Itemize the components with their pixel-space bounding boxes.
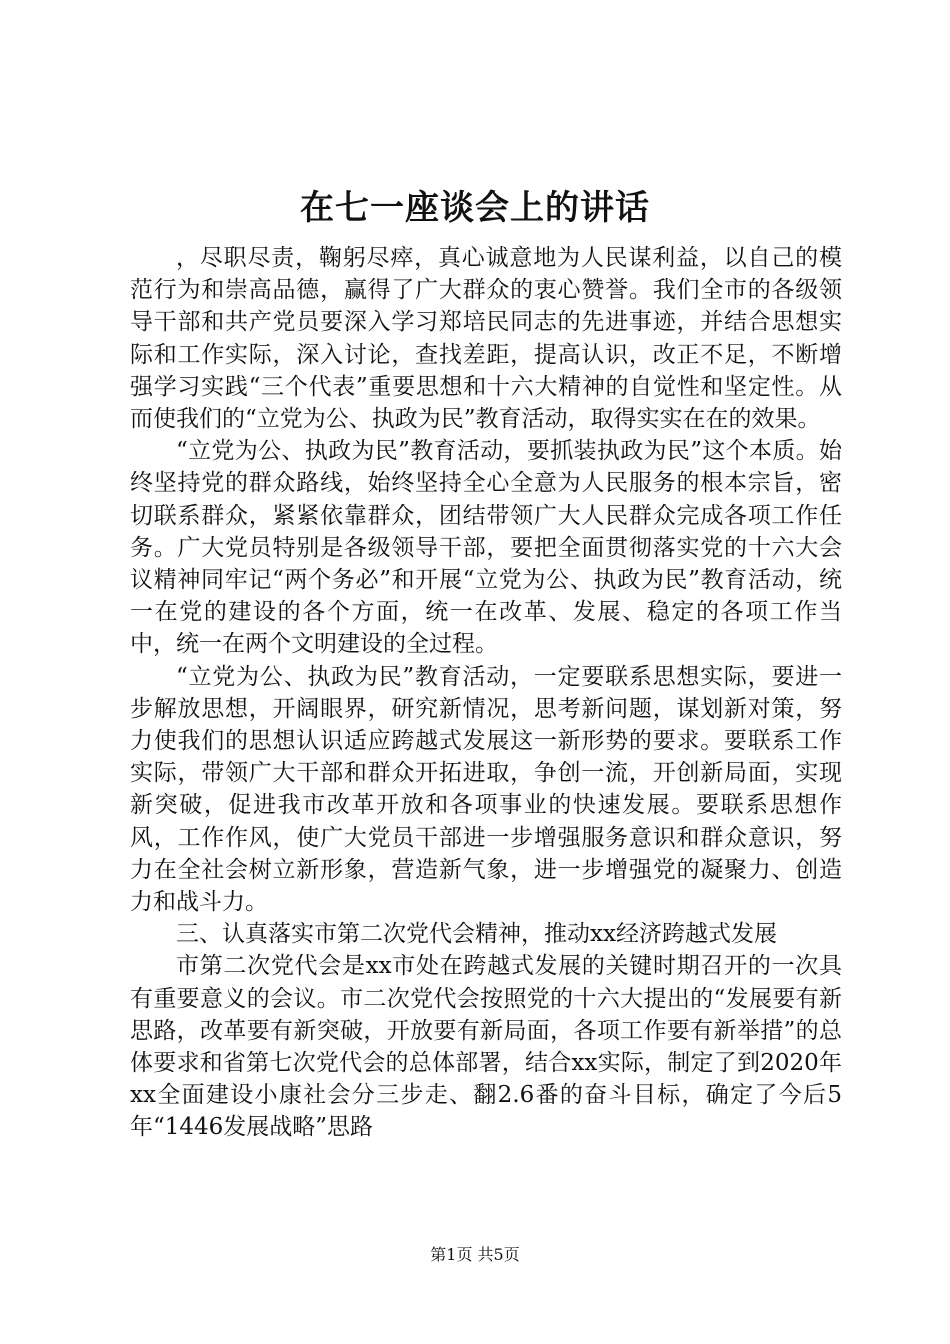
paragraph-3: “立党为公、执政为民”教育活动，一定要联系思想实际，要进一步解放思想，开阔眼界，研究新情况，思考新问题，谋划新对策，努力使我们的思想认识适应跨越式发展这一新形势的要求。要联系工作实际，带领广大干部和群众开拓进取，争创一流，开创新局面，实现新突破，促进我市改革开放和各项事业的快速发展。要联系思想作风，工作作风，使广大党员干部进一步增强服务意识和群众意识，努力在全社会树立新形象，营造新气象，进一步增强党的凝聚力、创造力和战斗力。: [130, 663, 842, 916]
section-heading: 三、认真落实市第二次党代会精神，推动xx经济跨越式发展: [176, 921, 777, 948]
paragraph-1: ，尽职尽责，鞠躬尽瘁，真心诚意地为人民谋利益，以自己的模范行为和崇高品德，赢得了广大群众的衷心赞誉。我们全市的各级领导干部和共产党员要深入学习郑培民同志的先进事迹，并结合思想实际和工作实际，深入讨论，查找差距，提高认识，改正不足，不断增强学习实践“三个代表”重要思想和十六大精神的自觉性和坚定性。从而使我们的“立党为公、执政为民”教育活动，取得实实在在的效果。: [130, 245, 842, 433]
page-title: 在七一座谈会上的讲话: [300, 188, 650, 228]
page-footer: 第1页 共5页: [430, 1245, 520, 1264]
paragraph-4: 市第二次党代会是xx市处在跨越式发展的关键时期召开的一次具有重要意义的会议。市二次党代会按照党的十六大提出的“发展要有新思路，改革要有新突破，开放要有新局面，各项工作要有新举措”的总体要求和省第七次党代会的总体部署，结合xx实际，制定了到2020年xx全面建设小康社会分三步走、翻2.6番的奋斗目标，确定了今后5年“1446发展战略”思路: [130, 953, 842, 1141]
document-body: [130, 242, 842, 1144]
paragraph-2: “立党为公、执政为民”教育活动，要抓装执政为民”这个本质。始终坚持党的群众路线，始终坚持全心全意为人民服务的根本宗旨，密切联系群众，紧紧依靠群众，团结带领广大人民群众完成各项工作任务。广大党员特别是各级领导干部，要把全面贯彻落实党的十六大会议精神同牢记“两个务必”和开展“立党为公、执政为民”教育活动，统一在党的建设的各个方面，统一在改革、发展、稳定的各项工作当中，统一在两个文明建设的全过程。: [130, 438, 842, 658]
